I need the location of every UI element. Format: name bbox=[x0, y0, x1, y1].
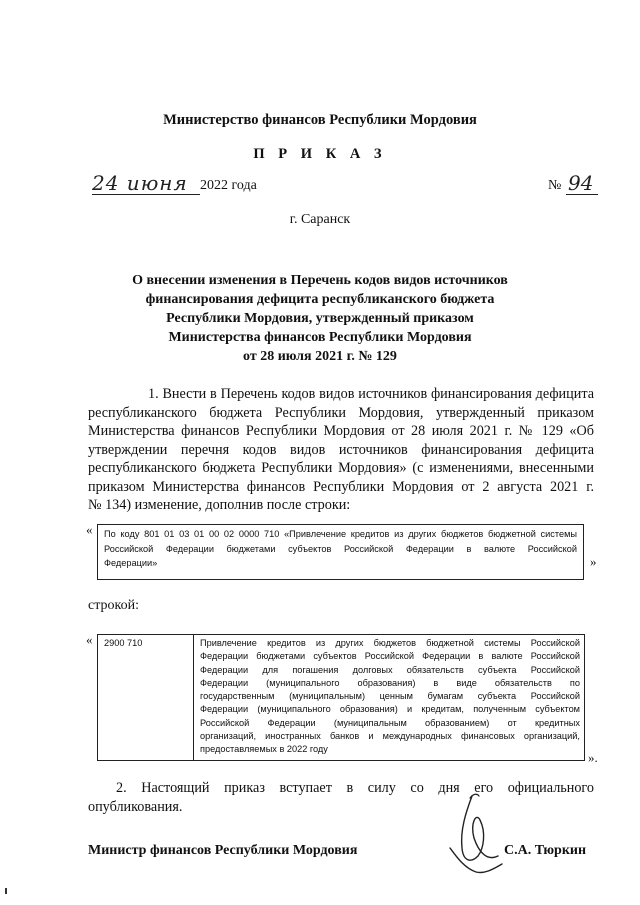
signer-name: С.А. Тюркин bbox=[504, 843, 587, 858]
handwritten-date: 24 июня bbox=[92, 171, 188, 195]
paragraph-line: приказом Министерства финансов Республики Мордовия от 2 августа 2021 г. bbox=[88, 478, 594, 495]
heading-line: от 28 июля 2021 г. № 129 bbox=[243, 349, 397, 364]
table2-divider bbox=[193, 635, 194, 760]
table2-line: Федерации (муниципального образования) и кредитам, полученным субъектом bbox=[200, 704, 580, 715]
box1-line: Российской Федерации бюджетами субъектов Российской Федерации в валюте Российской bbox=[104, 543, 577, 554]
heading-line: Министерства финансов Республики Мордовия bbox=[168, 330, 472, 345]
city: г. Саранск bbox=[289, 212, 351, 227]
table2-description bbox=[200, 637, 580, 757]
table2-line: организаций, иностранных банков и международных финансовых организаций, bbox=[200, 731, 580, 742]
paragraph-line: опубликования. bbox=[88, 798, 183, 815]
scan-mark bbox=[5, 888, 7, 894]
table2-line: Федерации (муниципального образования) в виде обязательств по bbox=[200, 677, 580, 688]
paragraph-line: республиканского бюджета Республики Мордовия» (с изменениями, внесенными bbox=[88, 460, 594, 476]
table2-close-quote: ». bbox=[588, 750, 598, 765]
strokoy-label: строкой: bbox=[88, 598, 139, 613]
number-label: № bbox=[548, 178, 562, 193]
date-underline bbox=[92, 194, 200, 195]
handwritten-signature bbox=[440, 790, 510, 880]
box1-line: Федерации» bbox=[104, 558, 158, 568]
paragraph-line: 2. Настоящий приказ вступает в силу со дня его официального bbox=[116, 780, 594, 796]
paragraph-2 bbox=[88, 779, 594, 816]
table2-code: 2900 710 bbox=[104, 638, 143, 648]
table2-line: Федерации бюджетами субъектов Российской Федерации в валюте Российской bbox=[200, 651, 580, 662]
heading-line: Республики Мордовия, утвержденный приказом bbox=[166, 311, 474, 326]
table2-line: Привлечение кредитов из других бюджетов бюджетной системы Российской bbox=[200, 638, 580, 648]
table2-line: Российской Федерации (муниципальным образованием) от кредитных bbox=[200, 717, 580, 728]
box1-close-quote: » bbox=[590, 554, 597, 569]
order-heading bbox=[100, 271, 540, 366]
table2-line: Федерации для погашения долговых обязательств субъекта Российской bbox=[200, 664, 580, 675]
number-underline bbox=[566, 194, 598, 195]
paragraph-line: № 134) изменение, дополнив после строки: bbox=[88, 497, 351, 513]
heading-line: финансирования дефицита республиканского бюджета bbox=[145, 292, 495, 307]
new-row-table bbox=[97, 634, 585, 761]
paragraph-line: Министерства финансов Республики Мордовия от 28 июля 2021 г. № 129 «Об bbox=[88, 423, 594, 439]
table2-line: государственным (муниципальным) ценным бумагам субъекта Российской bbox=[200, 691, 580, 702]
table2-line: предоставляемых в 2022 году bbox=[200, 744, 328, 755]
original-row-box bbox=[97, 524, 584, 580]
paragraph-line: 1. Внести в Перечень кодов видов источников финансирования дефицита bbox=[148, 386, 594, 402]
table2-open-quote: « bbox=[86, 632, 93, 647]
paragraph-line: утверждении перечня кодов видов источников финансирования дефицита bbox=[88, 441, 594, 458]
date-year: 2022 года bbox=[200, 178, 257, 193]
handwritten-number: 94 bbox=[568, 171, 594, 195]
order-title: П Р И К А З bbox=[253, 146, 387, 162]
ministry-name: Министерство финансов Республики Мордовия bbox=[163, 112, 477, 128]
minister-title: Министр финансов Республики Мордовия bbox=[88, 843, 358, 858]
paragraph-line: республиканского бюджета Республики Мордовия, утвержденный приказом bbox=[88, 404, 594, 421]
box1-open-quote: « bbox=[86, 522, 93, 537]
paragraph-1 bbox=[88, 385, 594, 515]
heading-line: О внесении изменения в Перечень кодов видов источников bbox=[132, 273, 508, 288]
box1-line: По коду 801 01 03 01 00 02 0000 710 «Привлечение кредитов из других бюджетов бюджетной системы bbox=[104, 529, 577, 539]
